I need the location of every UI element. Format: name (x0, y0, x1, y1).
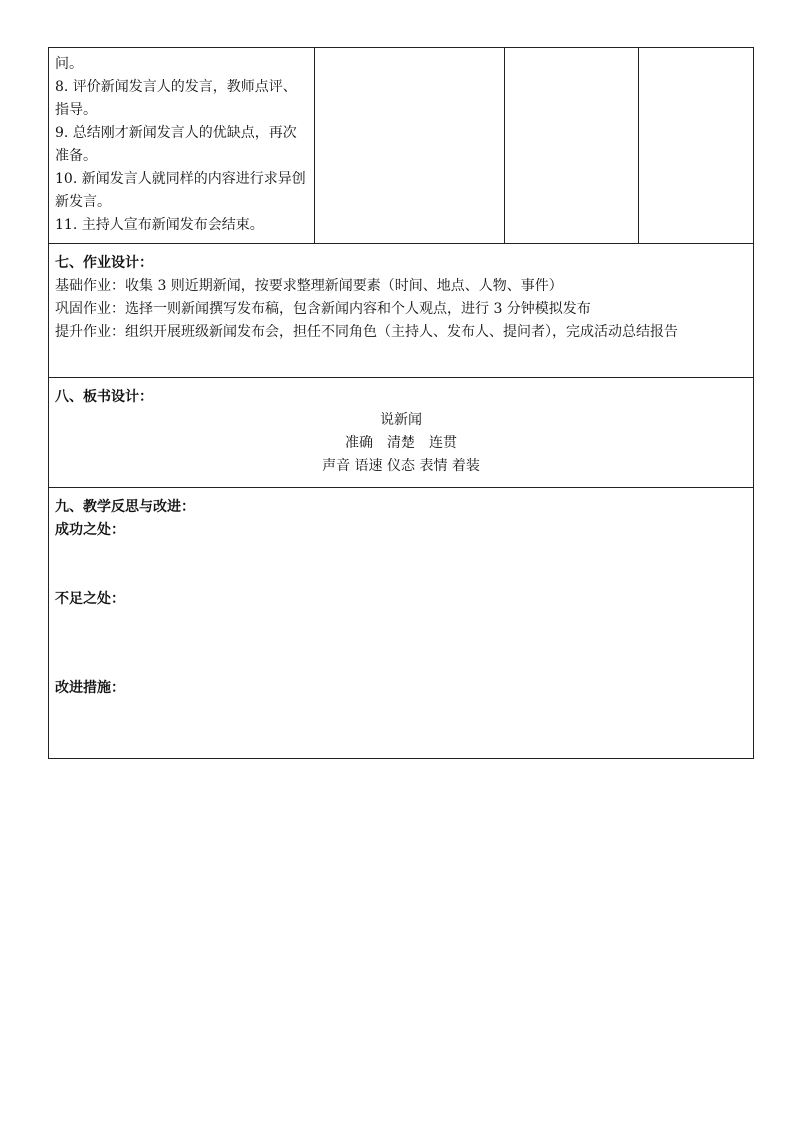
homework-advanced: 提升作业：组织开展班级新闻发布会，担任不同角色（主持人、发布人、提问者），完成活动总结报告 (55, 324, 678, 340)
empty-cell-2 (315, 48, 505, 244)
reflection-success-label: 成功之处： (55, 522, 125, 538)
homework-basic: 基础作业：收集 3 则近期新闻，按要求整理新闻要素（时间、地点、人物、事件） (55, 278, 563, 294)
steps-line: 9. 总结刚才新闻发言人的优缺点，再次准备。 (55, 125, 297, 164)
board-heading: 八、板书设计： (55, 389, 153, 405)
board-title: 说新闻 (380, 412, 422, 428)
steps-line: 11. 主持人宣布新闻发布会结束。 (55, 217, 264, 233)
homework-consolidate: 巩固作业：选择一则新闻撰写发布稿，包含新闻内容和个人观点，进行 3 分钟模拟发布 (55, 301, 591, 317)
homework-cell (49, 244, 754, 378)
steps-line: 问。 (55, 56, 83, 72)
homework-row (49, 244, 754, 378)
board-line-1: 准确 清楚 连贯 (345, 435, 457, 451)
steps-line: 10. 新闻发言人就同样的内容进行求异创新发言。 (55, 171, 306, 210)
empty-cell-4 (639, 48, 754, 244)
steps-line: 8. 评价新闻发言人的发言，教师点评、指导。 (55, 79, 297, 118)
reflection-shortcoming-label: 不足之处： (55, 591, 125, 607)
reflection-improvement-label: 改进措施： (55, 680, 125, 696)
lesson-plan-page (48, 47, 753, 759)
reflection-cell (49, 488, 754, 759)
steps-row (49, 48, 754, 244)
steps-cell (49, 48, 315, 244)
empty-cell-3 (505, 48, 639, 244)
reflection-heading: 九、教学反思与改进： (55, 499, 195, 515)
board-line-2: 声音 语速 仪态 表情 着装 (322, 458, 480, 474)
reflection-row (49, 488, 754, 759)
homework-heading: 七、作业设计： (55, 255, 153, 271)
board-row (49, 378, 754, 488)
board-cell (49, 378, 754, 488)
lesson-plan-table (48, 47, 754, 759)
